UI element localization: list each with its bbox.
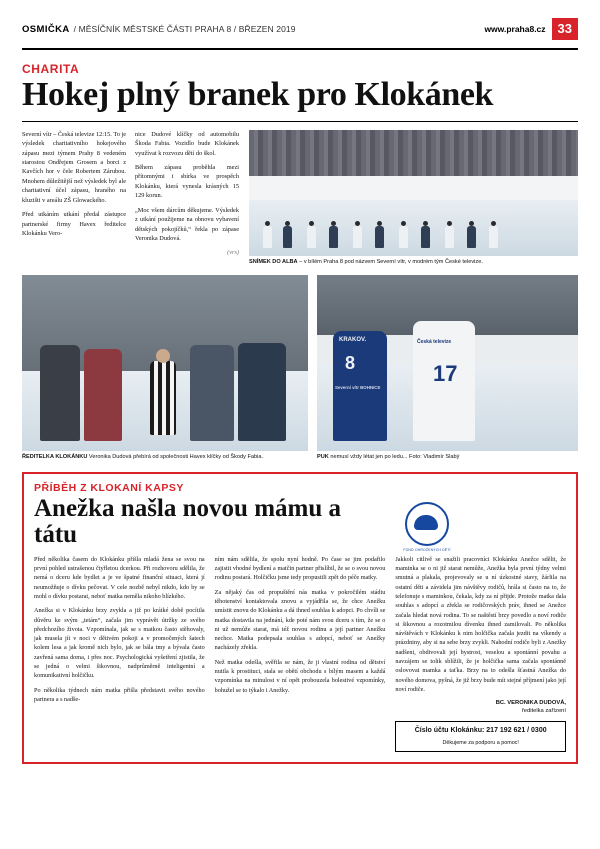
caption-puck-label: PUK — [317, 454, 329, 461]
article1-col2-p3: „Moc všem dárcům děkujeme. Výsledek z utkání použijeme na obnovu vybavení dětských pokojíčků,“ řekla po zápase Veronika Dudová. — [135, 206, 239, 243]
article2-col1-p1: Před několika časem do Klokánku přišla mladá žena se svou na první pohled ustrašenou čtyřletou dcerkou. Při rozhovoru sdělila, že nemá o dceru kde bydlet a je ve špatné finanční situaci, která jí neumožňuje o dívku pečovat. V cele nozbě nebyl nikdo, kdo by se mohl o dívku postarat, neboť matka neměla nikoho blízkého. — [34, 555, 205, 600]
signature-name: BC. VERONIKA DUDOVÁ, — [495, 700, 567, 707]
article2-col2-p1: ním nám sdělila, že spolu nyní hodně. Po čase se jim podařilo zajistit vhodné bydlení a matčin partner přislíbil, že se o svou novou rodinu postará. Holčičku jsme tedy propustili zpět do péče matky. — [214, 555, 386, 582]
caption-key-handover-label: ŘEDITELKA KLOKÁNKU — [22, 454, 88, 461]
handover-photo-wrap — [22, 275, 308, 462]
fod-circle-icon — [405, 502, 449, 546]
article1-text-columns — [22, 130, 240, 267]
caption-hockey-game-text: – v bílém Praha 8 pod názvem Severní vítr, v modrém tým České televize. — [297, 258, 483, 265]
publication-subtitle: / MĚSÍČNÍK MĚSTSKÉ ČÁSTI PRAHA 8 / BŘEZEN 2019 — [73, 24, 296, 34]
article2-col2-p3: Než matka odešla, svěřila se nám, že ji vlastní rodina od dětství nutila k prostituci, stala se obětí obchodu s bílým masem a každá vzpomínka na minulost v ní opět probouzela bolestivé vzpomínky, bohužel se to týkalo i Anežky. — [214, 658, 386, 694]
article2-signature — [395, 699, 566, 715]
article2-box — [22, 472, 578, 764]
article1-col2-credit: (vrs) — [227, 249, 239, 257]
article2-column-3 — [395, 555, 566, 752]
article2-column-2 — [215, 555, 386, 752]
masthead-left — [22, 24, 296, 35]
article2-col1-p3: Po několika týdnech nám matka přišla představit svého nového partnera a s nadše- — [34, 686, 205, 703]
caption-hockey-game — [249, 259, 578, 267]
site-url[interactable]: www.praha8.cz — [484, 24, 546, 34]
masthead-divider — [22, 48, 578, 50]
article2-col3-p1: Jakkoli citlivě se snažili pracovníci Klokánku Anežce sdělit, že maminka se o ni již starat nemůže, Anežka byla první týdny velmi smutná a plakala, projevovaly se u ní úzkostné stavy, žárlila na ostatní děti a závidela jim návštěvy rodičů, hrála si často na to, že telefonuje s maminkou, čekala, kdy za ní přijde. Protože matka dala souhlas s adopcí a zřekla se rodičovských práv, ihned se Anežce začala hledat nová rodina. To se naštěstí brzy povedlo a noví rodiče si šikovnou a rozotmilou dívenku ihned zamilovali. Po několika návštěvách v Klokánku k nim holčička začala jezdit na víkendy a prázdniny, aby si na sebe brzy zvykli. Nahodní rodiče byli z Anežky nadšeni, obdivovali její bystrost, veselou a spontánní povahu a navzájem se tolik sblížili, že je holčička sama začala spontánně oslovovat mamka a taťka. Brzy na to odešla šťastná Anežka do nového domova, pyšná, že již brzy bude mít stejné příjmení jako její noví rodiče. — [395, 555, 567, 693]
signature-role: ředitelka zařízení — [521, 708, 567, 715]
jersey-number-17: 17 — [433, 361, 458, 387]
donation-account-number: Číslo účtu Klokánku: 217 192 621 / 0300 — [414, 727, 547, 735]
article2-columns — [34, 555, 566, 752]
jersey-text-ceska-televize: Česká televize — [417, 339, 452, 346]
article2-column-1 — [34, 555, 205, 752]
jersey-number-8: 8 — [345, 353, 356, 374]
article2-col2-p2: Za nějaký čas od propuštění nás matka v pokročilém stádiu těhotenství kontaktovala znovu a vyjádřila se, že chce Anežku umístit znovu do Klokánku a dá ihned souhlas k adopci. Po chvíli se matka dostavila na jednání, kde poté nám svou dceru s tím, že se o ni už nemůže starat, má též novou rodinu a její partner Anežku nechce. Matka podepsala souhlas s adopcí, neboť se Anežky nacházely zřekla. — [214, 588, 386, 652]
article2-headline: Anežka našla novou mámu a tátu — [34, 494, 341, 549]
masthead-right — [484, 18, 578, 40]
article1-col2-p2: Během zápasu proběhla mezi přítomnými i sbírka ve prospěch Klokánku, která vynesla krásných 15 129 korun. — [135, 163, 239, 200]
article1-top-block — [22, 130, 578, 267]
article1-top-photo-wrap — [249, 130, 578, 267]
article2-col1-p2: Anežka si v Klokánku brzy zvykla a již po krátké době pocítila důvěru ke svým „tetám“, začala jim vyprávět útržky ze svého předchozího života. Vzpomínala, jak se s matkou často stěhovaly, jak musela jít v noci v dětivém pokoji a v promočených šatech kolem lesa a jak kromě nich bylo, jak se bála tmy a bývala často zavřená sama doma, i přes noc. Psychologická vyšetření zjistila, že se jedná o velmi šikovnou, nadprůměrně inteligentní a komunikativní holčičku. — [34, 607, 205, 680]
article1-column-2 — [135, 130, 239, 267]
caption-key-handover — [22, 454, 308, 462]
article1-divider — [22, 121, 578, 122]
key-handover-photo — [22, 275, 308, 451]
masthead — [22, 18, 578, 46]
article1-column-1 — [22, 130, 126, 267]
caption-key-handover-text: Veronika Dudová přebírá od společnosti Havex klíčky od Škody Fabia. — [87, 454, 264, 461]
caption-puck — [317, 454, 578, 462]
jersey-text-krakov: KRAKOV. — [339, 337, 367, 344]
donation-account-box — [395, 721, 566, 752]
article1-headline: Hokej plný branek pro Klokánek — [22, 76, 494, 113]
fod-logo-text: FOND OHROŽENÝCH DĚTÍ — [403, 547, 451, 552]
players-photo — [317, 275, 578, 451]
caption-hockey-game-label: SNÍMEK DO ALBA — [249, 258, 298, 265]
hockey-game-photo — [249, 130, 578, 256]
article2-kicker: PŘÍBĚH Z KLOKANÍ KAPSY — [34, 481, 184, 494]
caption-puck-text: nemusí vždy létat jen po ledu... Foto: Vladimír Slabý — [328, 454, 460, 461]
publication-brand: OSMIČKA — [22, 24, 70, 35]
fod-logo — [398, 502, 456, 552]
article1-col1-p1: Severní vítr – Česká televize 12:15. To je výsledek charitativního hokejového zápasu mezi týmem Prahy 8 vedeném starostou Ondřejem Grosem a borci z Kavčích hor v čele Robertem Zárubou. Mnohem důležitější než výsledek byl ale charitativní účel zápasu, hraného na kluzišti v areálu ZŠ Glowackého. — [22, 130, 127, 204]
article1-col2-p1: nice Dudové klíčky od automobilu Škoda Fabia. Vozidlo bude Klokánek využívat k rozvozu dětí do škol. — [135, 130, 239, 157]
donation-thanks: Děkujeme za podporu a pomoc! — [442, 739, 519, 746]
jersey-text-severni-vitr: Severní vítr BOHNICE — [335, 385, 381, 391]
article1-col1-p2: Před utkáním utkání předal zástupce partnerské firmy Havex ředitelce Klokánku Vero- — [22, 211, 126, 238]
article1-kicker: CHARITA — [22, 62, 80, 76]
article1-photo-row — [22, 275, 578, 462]
page-number-badge: 33 — [552, 18, 578, 40]
puck-photo-wrap — [317, 275, 578, 462]
